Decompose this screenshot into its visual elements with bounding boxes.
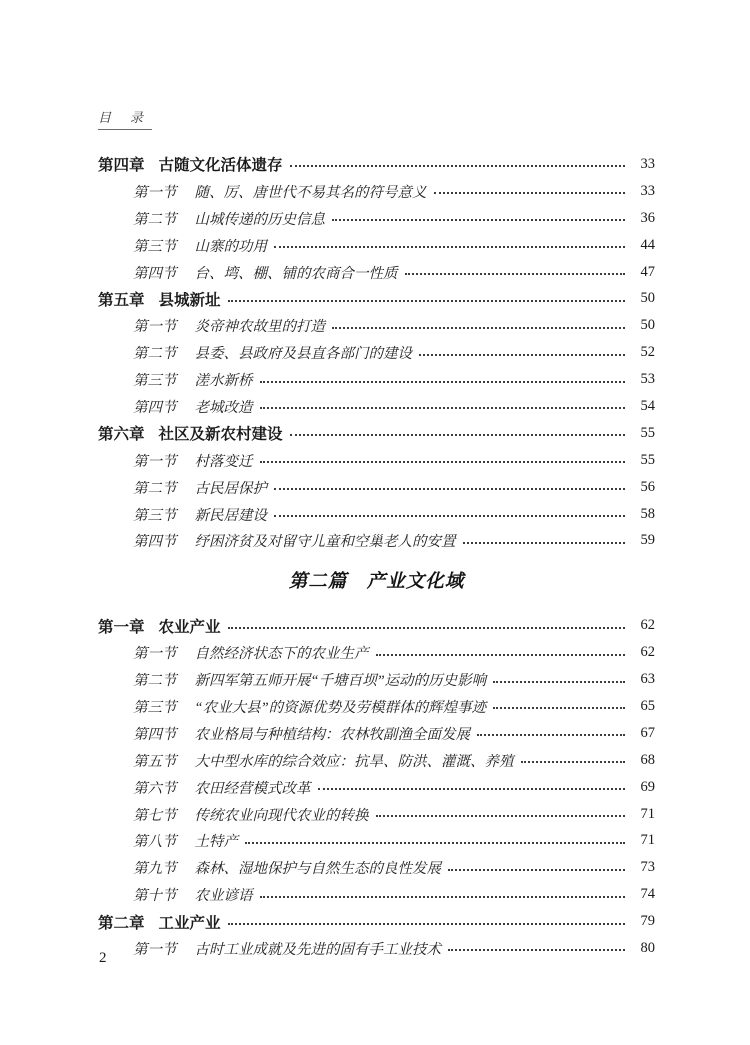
entry-title: 自然经济状态下的农业生产 bbox=[194, 646, 369, 663]
entry-page-number: 65 bbox=[640, 697, 655, 714]
entry-page-number: 58 bbox=[640, 505, 655, 522]
entry-page-number: 53 bbox=[640, 371, 655, 388]
entry-label: 第三节 bbox=[133, 238, 177, 255]
dot-leader bbox=[260, 407, 626, 409]
toc-entry-row bbox=[98, 339, 655, 366]
toc-entry-row bbox=[98, 285, 655, 312]
entry-label: 第五章 bbox=[98, 291, 145, 309]
toc-entry-row bbox=[98, 801, 655, 828]
entry-page-number: 79 bbox=[640, 913, 655, 930]
entry-page-number: 69 bbox=[640, 778, 655, 795]
entry-page-number: 68 bbox=[640, 751, 655, 768]
entry-title: 县委、县政府及县直各部门的建设 bbox=[194, 346, 412, 363]
toc-entry-row bbox=[98, 720, 655, 747]
entry-label: 第三节 bbox=[133, 373, 177, 390]
toc-entry-row bbox=[98, 774, 655, 801]
entry-title: 老城改造 bbox=[194, 399, 253, 416]
toc-entry-row bbox=[98, 827, 655, 854]
entry-page-number: 71 bbox=[640, 805, 655, 822]
toc-entry-row bbox=[98, 527, 655, 554]
entry-label: 第二节 bbox=[133, 673, 177, 690]
toc-entry-row bbox=[98, 935, 655, 962]
entry-title: 新民居建设 bbox=[194, 507, 267, 524]
entry-label: 第十节 bbox=[133, 888, 177, 905]
entry-page-number: 80 bbox=[640, 939, 655, 956]
toc-entry-row bbox=[98, 639, 655, 666]
entry-title: 山城传递的历史信息 bbox=[194, 211, 325, 228]
entry-title: 土特产 bbox=[194, 834, 238, 851]
entry-title: 县城新址 bbox=[158, 291, 221, 309]
toc-entry-row bbox=[98, 501, 655, 528]
entry-label: 第一节 bbox=[133, 941, 177, 958]
entry-title: “农业大县”的资源优势及劳模群体的辉煌事迹 bbox=[194, 699, 487, 716]
entry-title: 纾困济贫及对留守儿童和空巢老人的安置 bbox=[194, 534, 456, 551]
entry-title: 炎帝神农故里的打造 bbox=[194, 319, 325, 336]
entry-label: 第二节 bbox=[133, 346, 177, 363]
toc-entry-row bbox=[98, 366, 655, 393]
entry-title: 古时工业成就及先进的固有手工业技术 bbox=[194, 941, 441, 958]
dot-leader bbox=[274, 488, 625, 490]
entry-label: 第二节 bbox=[133, 480, 177, 497]
entry-label: 第四节 bbox=[133, 726, 177, 743]
entry-label: 第一节 bbox=[133, 184, 177, 201]
toc-entry-row bbox=[98, 747, 655, 774]
entry-label: 第九节 bbox=[133, 861, 177, 878]
dot-leader bbox=[448, 869, 625, 871]
entry-label: 第四节 bbox=[133, 534, 177, 551]
toc-entry-row bbox=[98, 178, 655, 205]
entry-page-number: 56 bbox=[640, 478, 655, 495]
entry-title: 农业产业 bbox=[158, 618, 221, 636]
dot-leader bbox=[463, 542, 626, 544]
toc-entry-row bbox=[98, 259, 655, 286]
entry-page-number: 71 bbox=[640, 832, 655, 849]
entry-page-number: 63 bbox=[640, 671, 655, 688]
entry-title: 随、厉、唐世代不易其名的符号意义 bbox=[194, 184, 427, 201]
footer-page-number: 2 bbox=[99, 950, 107, 966]
entry-label: 第四节 bbox=[133, 399, 177, 416]
entry-page-number: 50 bbox=[640, 317, 655, 334]
entry-page-number: 44 bbox=[640, 236, 655, 253]
dot-leader bbox=[332, 219, 625, 221]
part-heading-row bbox=[98, 567, 655, 597]
toc-entry-row bbox=[98, 693, 655, 720]
entry-label: 第七节 bbox=[133, 807, 177, 824]
entry-label: 第六章 bbox=[98, 426, 145, 444]
entry-page-number: 67 bbox=[640, 724, 655, 741]
entry-label: 第五节 bbox=[133, 753, 177, 770]
toc-entry-row bbox=[98, 393, 655, 420]
toc-entry-row bbox=[98, 612, 655, 639]
entry-page-number: 36 bbox=[640, 209, 655, 226]
dot-leader bbox=[260, 461, 626, 463]
entry-page-number: 47 bbox=[640, 263, 655, 280]
entry-title: 工业产业 bbox=[158, 914, 221, 932]
entry-label: 第六节 bbox=[133, 780, 177, 797]
entry-page-number: 62 bbox=[640, 617, 655, 634]
toc-entry-row bbox=[98, 447, 655, 474]
entry-title: 新四军第五师开展“千塘百坝”运动的历史影响 bbox=[194, 673, 487, 690]
entry-page-number: 73 bbox=[640, 859, 655, 876]
entry-title: 传统农业向现代农业的转换 bbox=[194, 807, 369, 824]
dot-leader bbox=[448, 949, 625, 951]
entry-title: 社区及新农村建设 bbox=[158, 426, 283, 444]
dot-leader bbox=[260, 381, 626, 383]
toc-entry-row bbox=[98, 312, 655, 339]
toc-entry-row bbox=[98, 420, 655, 447]
entry-label: 第四节 bbox=[133, 265, 177, 282]
entry-label: 第一节 bbox=[133, 319, 177, 336]
entry-label: 第四章 bbox=[98, 157, 145, 175]
dot-leader bbox=[290, 434, 625, 436]
dot-leader bbox=[228, 627, 625, 629]
entry-title: 农业格局与种植结构：农林牧副渔全面发展 bbox=[194, 726, 470, 743]
dot-leader bbox=[245, 842, 625, 844]
dot-leader bbox=[376, 654, 626, 656]
toc-entry-row bbox=[98, 666, 655, 693]
entry-page-number: 33 bbox=[640, 155, 655, 172]
entry-title: 溠水新桥 bbox=[194, 373, 253, 390]
entry-page-number: 74 bbox=[640, 886, 655, 903]
running-head: 目 录 bbox=[98, 107, 152, 130]
dot-leader bbox=[290, 165, 625, 167]
part-title: 第二篇 产业文化域 bbox=[288, 572, 465, 593]
dot-leader bbox=[434, 192, 626, 194]
entry-label: 第一章 bbox=[98, 618, 145, 636]
dot-leader bbox=[477, 734, 625, 736]
entry-label: 第二节 bbox=[133, 211, 177, 228]
entry-title: 古随文化活体遗存 bbox=[158, 157, 283, 175]
dot-leader bbox=[419, 354, 625, 356]
entry-title: 台、塆、棚、铺的农商合一性质 bbox=[194, 265, 398, 282]
entry-title: 山寨的功用 bbox=[194, 238, 267, 255]
entry-title: 大中型水库的综合效应：抗旱、防洪、灌溉、养殖 bbox=[194, 753, 514, 770]
entry-label: 第二章 bbox=[98, 914, 145, 932]
entry-page-number: 33 bbox=[640, 182, 655, 199]
toc-entry-row bbox=[98, 881, 655, 908]
entry-title: 农田经营模式改革 bbox=[194, 780, 311, 797]
toc-list bbox=[98, 151, 655, 962]
entry-label: 第三节 bbox=[133, 507, 177, 524]
dot-leader bbox=[228, 300, 625, 302]
entry-page-number: 50 bbox=[640, 290, 655, 307]
toc-entry-row bbox=[98, 232, 655, 259]
entry-page-number: 52 bbox=[640, 344, 655, 361]
entry-page-number: 62 bbox=[640, 644, 655, 661]
toc-entry-row bbox=[98, 854, 655, 881]
entry-page-number: 59 bbox=[640, 532, 655, 549]
dot-leader bbox=[376, 815, 626, 817]
toc-entry-row bbox=[98, 151, 655, 178]
dot-leader bbox=[521, 761, 626, 763]
toc-entry-row bbox=[98, 908, 655, 935]
entry-label: 第三节 bbox=[133, 699, 177, 716]
entry-title: 村落变迁 bbox=[194, 453, 253, 470]
entry-title: 古民居保护 bbox=[194, 480, 267, 497]
dot-leader bbox=[493, 681, 625, 683]
dot-leader bbox=[405, 273, 626, 275]
entry-page-number: 54 bbox=[640, 397, 655, 414]
dot-leader bbox=[228, 923, 625, 925]
entry-page-number: 55 bbox=[640, 424, 655, 441]
dot-leader bbox=[332, 327, 625, 329]
entry-label: 第一节 bbox=[133, 453, 177, 470]
dot-leader bbox=[493, 707, 625, 709]
entry-title: 森林、湿地保护与自然生态的良性发展 bbox=[194, 861, 441, 878]
entry-page-number: 55 bbox=[640, 451, 655, 468]
dot-leader bbox=[318, 788, 626, 790]
dot-leader bbox=[274, 246, 625, 248]
entry-title: 农业谚语 bbox=[194, 888, 253, 905]
entry-label: 第一节 bbox=[133, 646, 177, 663]
toc-entry-row bbox=[98, 205, 655, 232]
dot-leader bbox=[260, 896, 626, 898]
dot-leader bbox=[274, 515, 625, 517]
entry-label: 第八节 bbox=[133, 834, 177, 851]
toc-entry-row bbox=[98, 474, 655, 501]
